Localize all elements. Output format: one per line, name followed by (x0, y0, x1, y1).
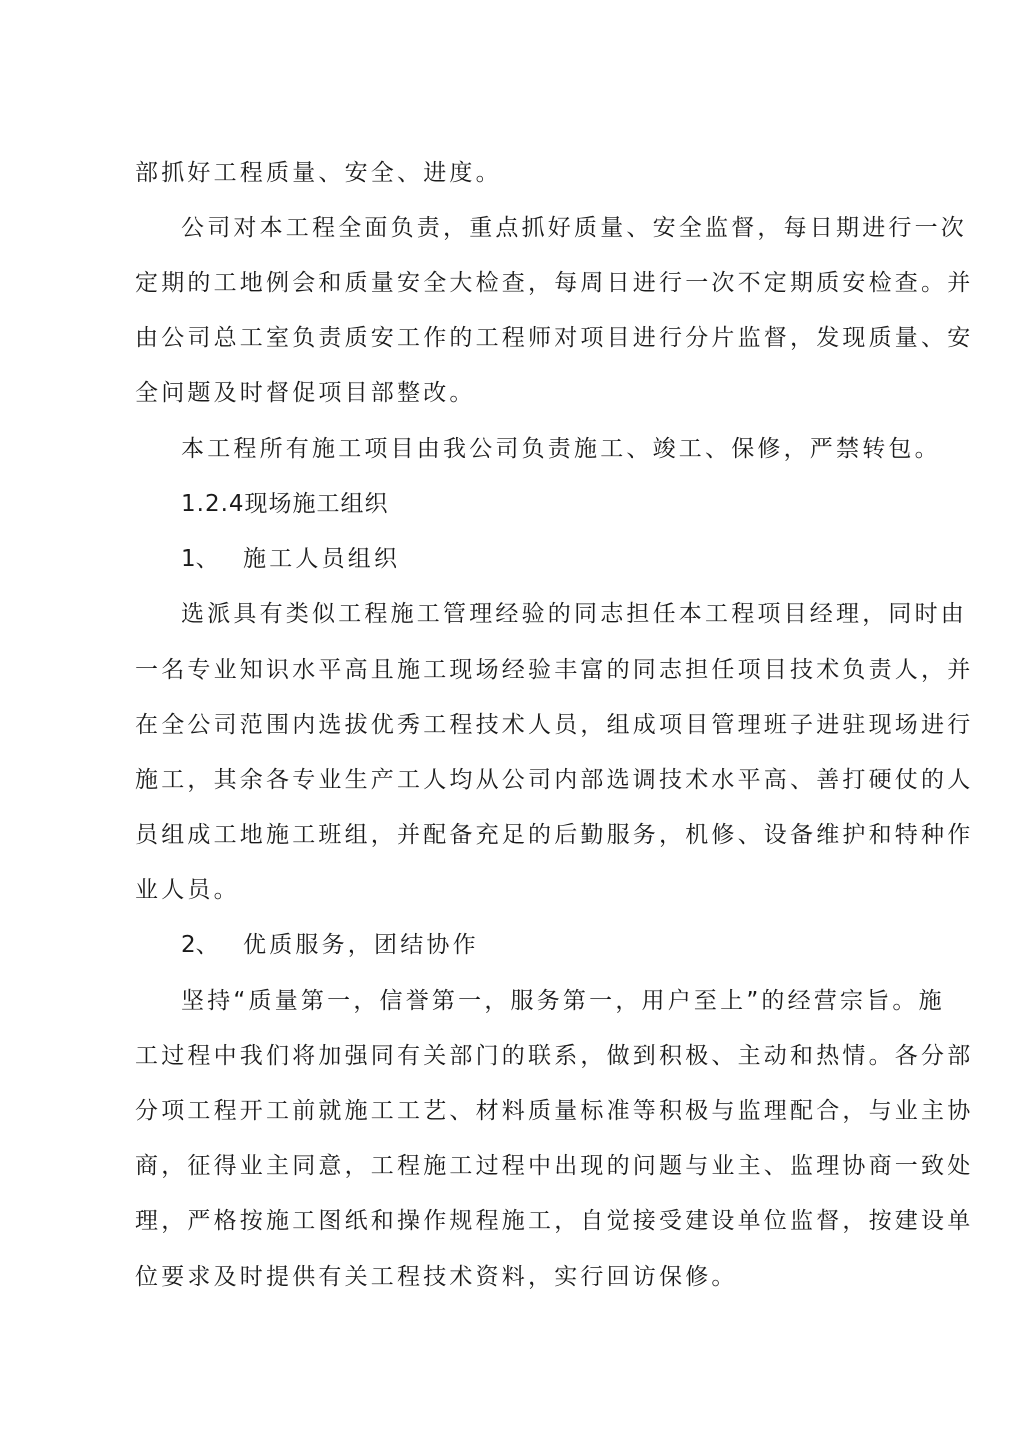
text-line: 员组成工地施工班组，并配备充足的后勤服务，机修、设备维护和特种作 (135, 822, 974, 848)
list-number: 1、 (181, 546, 219, 572)
text-line: 工过程中我们将加强同有关部门的联系，做到积极、主动和热情。各分部 (135, 1043, 974, 1069)
list-number: 2、 (181, 932, 219, 958)
text-line: 施工，其余各专业生产工人均从公司内部选调技术水平高、善打硬仗的人 (135, 767, 974, 793)
text-line: 定期的工地例会和质量安全大检查，每周日进行一次不定期质安检查。并 (135, 270, 974, 296)
paragraph-first-line: 本工程所有施工项目由我公司负责施工、竣工、保修，严禁转包。 (181, 436, 941, 462)
paragraph-first-line: 选派具有类似工程施工管理经验的同志担任本工程项目经理，同时由 (181, 601, 967, 627)
paragraph-first-line: 公司对本工程全面负责，重点抓好质量、安全监督，每日期进行一次 (181, 215, 967, 241)
text-line: 在全公司范围内选拔优秀工程技术人员，组成项目管理班子进驻现场进行 (135, 712, 974, 738)
text-line: 部抓好工程质量、安全、进度。 (135, 160, 502, 186)
list-heading-text: 优质服务，团结协作 (243, 932, 479, 958)
text-line: 理，严格按施工图纸和操作规程施工，自觉接受建设单位监督，按建设单 (135, 1208, 974, 1234)
section-heading: 1.2.4现场施工组织 (181, 491, 389, 517)
text-line: 全问题及时督促项目部整改。 (135, 380, 476, 406)
list-heading-text: 施工人员组织 (243, 546, 401, 572)
text-line: 商，征得业主同意，工程施工过程中出现的问题与业主、监理协商一致处 (135, 1153, 974, 1179)
text-line: 由公司总工室负责质安工作的工程师对项目进行分片监督，发现质量、安 (135, 325, 974, 351)
list-item-heading (181, 539, 400, 579)
paragraph-first-line: 坚持“质量第一，信誉第一，服务第一，用户至上”的经营宗旨。施 (181, 988, 945, 1014)
text-line: 位要求及时提供有关工程技术资料，实行回访保修。 (135, 1264, 738, 1290)
text-line: 业人员。 (135, 877, 240, 903)
list-item-heading (181, 925, 479, 965)
text-line: 一名专业知识水平高且施工现场经验丰富的同志担任项目技术负责人，并 (135, 657, 974, 683)
text-line: 分项工程开工前就施工工艺、材料质量标准等积极与监理配合，与业主协 (135, 1098, 974, 1124)
